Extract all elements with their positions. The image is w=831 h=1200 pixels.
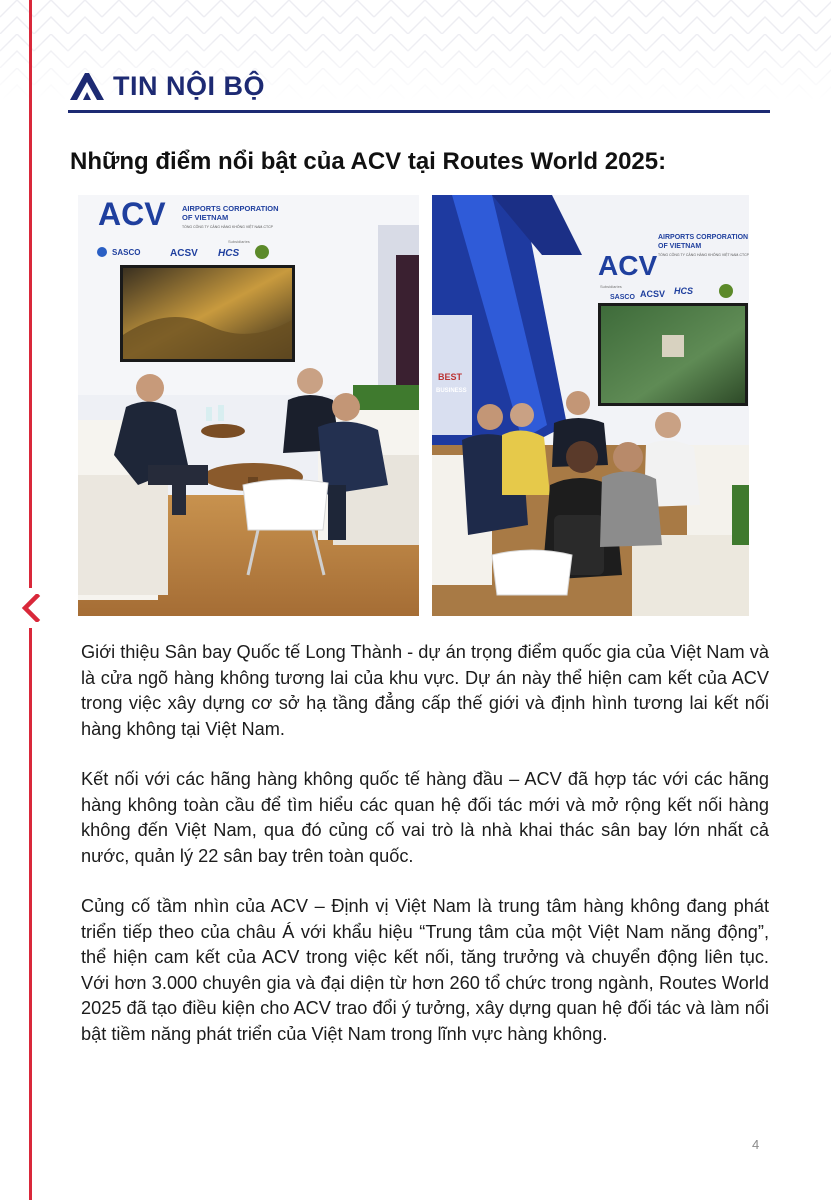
acv-brand-text: ACV — [598, 250, 658, 281]
paragraph-acv-vision: Củng cố tầm nhìn của ACV – Định vị Việt Nam là trung tâm hàng không đang phát triển tiếp theo của châu Á với khẩu hiệu “Trung tâm của một Việt Nam năng động”, thể hiện cam kết của ACV trong việc kết nối, tăng trưởng và chuyển động liên tục. Với hơn 3.000 chuyên gia và đại diện từ hơn 260 tổ chức trong ngành, Routes World 2025 đã tạo điều kiện cho ACV trao đổi ý tưởng, xây dựng quan hệ đối tác và làm nổi bật tiềm năng phát triển của Việt Nam trong lĩnh vực hàng không. — [81, 896, 769, 1044]
banner-business-text: BUSINESS — [436, 388, 467, 394]
company-name-vn: TỔNG CÔNG TY CẢNG HÀNG KHÔNG VIỆT NAM-CTCP — [658, 253, 749, 257]
section-header — [68, 66, 265, 106]
subsidiary-hcs: HCS — [674, 286, 694, 296]
header-divider — [68, 110, 770, 113]
subsidiaries-label: Subsidiaries — [228, 239, 250, 244]
page-number: 4 — [752, 1137, 760, 1152]
subsidiary-hcs: HCS — [218, 248, 240, 259]
section-title: TIN NỘI BỘ — [113, 70, 265, 101]
subsidiaries-label: Subsidiaries — [600, 284, 622, 289]
paragraph-airline-connections: Kết nối với các hãng hàng không quốc tế hàng đầu – ACV đã hợp tác với các hãng hàng không toàn cầu để tìm hiểu các quan hệ đối tác mới và mở rộng kết nối hàng không đến Việt Nam, qua đó củng cố vai trò là nhà khai thác sân bay lớn nhất cả nước, quản lý 22 sân bay trên toàn quốc. — [81, 769, 769, 866]
company-name-line2: OF VIETNAM — [658, 243, 702, 250]
article-heading: Những điểm nổi bật của ACV tại Routes World 2025: — [70, 148, 667, 175]
company-name-vn: TỔNG CÔNG TY CẢNG HÀNG KHÔNG VIỆT NAM-CTCP — [182, 225, 274, 229]
company-name-line1: AIRPORTS CORPORATION — [182, 204, 279, 213]
company-name-line1: AIRPORTS CORPORATION — [658, 234, 749, 241]
paragraph-long-thanh: Giới thiệu Sân bay Quốc tế Long Thành - dự án trọng điểm quốc gia của Việt Nam và là cửa ngõ hàng không tương lai của khu vực. Dự án này thể hiện cam kết của ACV trong việc xây dựng cơ sở hạ tầng đẳng cấp thế giới và định hình tương lai kết nối hàng không tại Việt Nam. — [81, 642, 769, 739]
acv-chevron-logo-icon — [68, 70, 106, 102]
subsidiary-acsv: ACSV — [170, 248, 198, 259]
subsidiary-sasco: SASCO — [610, 294, 635, 301]
subsidiary-acsv: ACSV — [640, 289, 666, 299]
subsidiary-sasco: SASCO — [112, 248, 141, 257]
photo-booth-meeting-right — [432, 195, 749, 616]
article-body — [81, 640, 769, 1072]
company-name-line2: OF VIETNAM — [182, 213, 229, 222]
acv-chevron-icon — [20, 594, 42, 622]
acv-brand-text: ACV — [98, 196, 166, 232]
banner-best-text: BEST — [438, 372, 463, 382]
photo-booth-meeting-left — [78, 195, 419, 616]
